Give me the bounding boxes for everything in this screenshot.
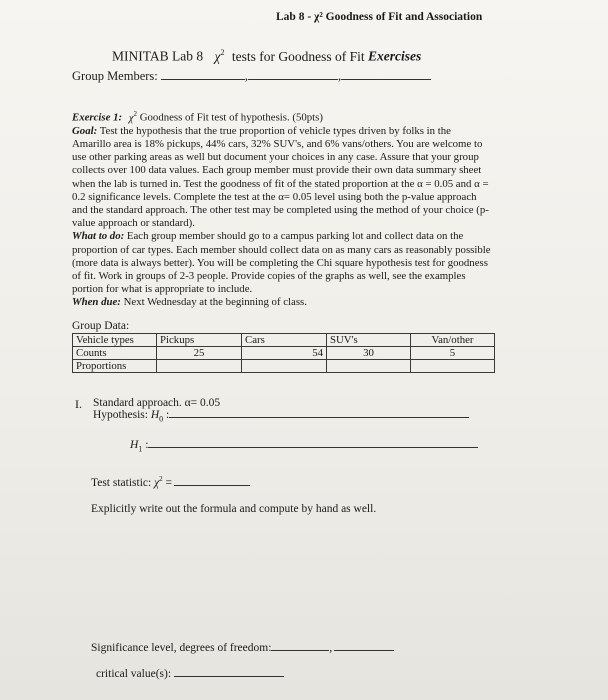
exercise-label: Exercise 1: xyxy=(72,111,123,124)
hypothesis-h0-row xyxy=(93,409,469,423)
group-data-label: Group Data: xyxy=(72,320,130,332)
header-cell: Van/other xyxy=(411,334,495,347)
h1-symbol: H xyxy=(130,439,139,451)
header-cell: SUV's xyxy=(327,334,411,347)
significance-label: Significance level, degrees of freedom: xyxy=(91,642,272,654)
h0-symbol: H xyxy=(150,409,160,421)
due-label: When due: xyxy=(72,296,121,309)
h0-blank[interactable] xyxy=(169,417,469,418)
member-3-blank[interactable] xyxy=(341,79,431,80)
proportion-suvs[interactable] xyxy=(327,360,411,373)
exercise-chi: χ xyxy=(128,111,134,124)
group-data-table xyxy=(72,333,495,373)
exercise-1-block xyxy=(72,108,492,310)
critical-value-row xyxy=(96,668,284,680)
table-row-counts xyxy=(73,347,495,360)
title-sup: 2 xyxy=(220,48,225,57)
count-vans[interactable]: 5 xyxy=(411,347,495,360)
hypothesis-label: Hypothesis: xyxy=(93,409,148,421)
ts-sup: 2 xyxy=(159,475,163,483)
h0-sub: 0 xyxy=(159,414,164,424)
title-chi: χ xyxy=(214,48,221,64)
page-header: Lab 8 - χ² Goodness of Fit and Association xyxy=(276,11,483,23)
significance-row xyxy=(91,642,394,654)
count-cars[interactable]: 54 xyxy=(242,347,327,360)
test-statistic-row xyxy=(91,475,250,489)
group-members-line xyxy=(72,69,431,84)
h1-sub: 1 xyxy=(138,444,143,454)
h1-blank[interactable] xyxy=(148,447,478,448)
header-cell: Pickups xyxy=(157,334,242,347)
table-header-row xyxy=(73,334,495,347)
proportion-vans[interactable] xyxy=(411,360,495,373)
count-pickups[interactable]: 25 xyxy=(157,347,242,360)
member-sep-1: , xyxy=(244,69,248,83)
title-prefix: MINITAB Lab 8 xyxy=(112,48,204,64)
exercise-sup: 2 xyxy=(133,110,138,118)
member-1-blank[interactable] xyxy=(161,79,245,80)
counts-label: Counts xyxy=(73,347,157,360)
header-cell: Cars xyxy=(242,334,327,347)
proportion-pickups[interactable] xyxy=(157,360,242,373)
due-text: Next Wednesday at the beginning of class. xyxy=(120,296,307,309)
ts-chi: χ xyxy=(154,476,160,489)
h0-colon: : xyxy=(163,409,170,421)
hypothesis-h1-row xyxy=(130,439,478,453)
critical-value-label: critical value(s): xyxy=(96,668,172,680)
significance-blank[interactable] xyxy=(271,650,329,651)
member-2-blank[interactable] xyxy=(248,79,338,80)
dof-blank[interactable] xyxy=(334,650,394,651)
section-numeral: I. xyxy=(75,397,82,411)
todo-text: Each group member should go to a campus parking lot and collect data on the proportion of car types. Each member should collect data on as many cars as reasonably possible (more data is always better). You will be completing the Chi square hypothesis test for goodness of fit. Work in groups of 2-3 people. Provide copies of the graphs as well, see the examples portion for what is appropriate to include. xyxy=(72,230,491,296)
exercise-title: Goodness of Fit test of hypothesis. (50pts) xyxy=(137,111,323,124)
explicit-instruction: Explicitly write out the formula and compute by hand as well. xyxy=(91,503,377,515)
significance-sep: , xyxy=(329,642,333,654)
todo-label: What to do: xyxy=(72,230,125,243)
critical-value-blank[interactable] xyxy=(174,676,284,677)
table-row-proportions xyxy=(73,360,495,373)
standard-approach-label: Standard approach. α= 0.05 xyxy=(93,397,221,409)
goal-label: Goal: xyxy=(72,124,98,137)
count-suvs[interactable]: 30 xyxy=(327,347,411,360)
test-statistic-label: Test statistic: xyxy=(91,476,152,489)
header-cell: Vehicle types xyxy=(73,334,157,347)
h1-colon: : xyxy=(142,439,149,451)
proportions-label: Proportions xyxy=(73,360,157,373)
goal-text: Test the hypothesis that the true proportion of vehicle types driven by folks in the Amarillo area is 18% pickups, 44% cars, 32% SUV's, and 6% vans/others. You are welcome to use other parking areas as well but document your choices in any case. Assure that your group collects over 100 data values. Each group member must provide their own data summary sheet when the lab is turned in. Test the goodness of fit of the stated proportion at the α = 0.05 and α = 0.2 significance levels. Complete the test at the α= 0.05 level using both the p-value approach and the standard approach. The other test may be completed using the method of your choice (p-value approach or standard). xyxy=(72,124,489,230)
member-sep-2: , xyxy=(338,69,342,83)
lab-title xyxy=(112,48,421,65)
title-exercises: Exercises xyxy=(367,48,422,64)
group-members-label: Group Members: xyxy=(72,69,158,83)
ts-eq: = xyxy=(162,476,173,489)
proportion-cars[interactable] xyxy=(242,360,327,373)
title-middle: tests for Goodness of Fit xyxy=(228,48,368,64)
test-statistic-blank[interactable] xyxy=(174,485,250,486)
